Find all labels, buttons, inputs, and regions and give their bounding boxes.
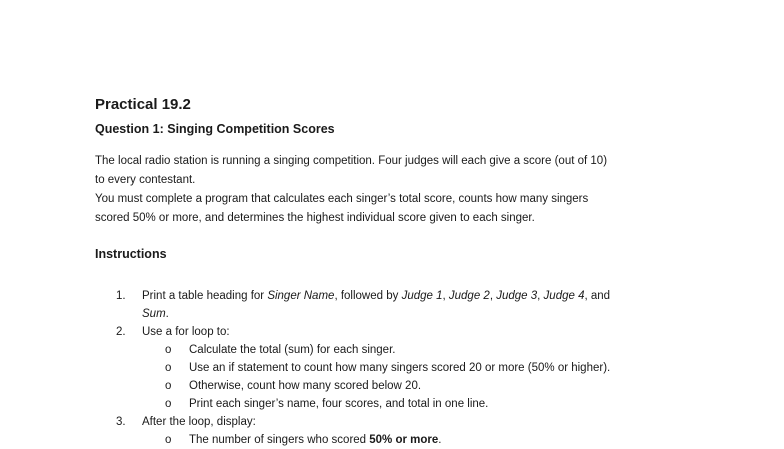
intro-line: to every contestant. xyxy=(95,174,196,186)
list-item xyxy=(0,287,784,305)
list-text: Print a table heading for Singer Name, followed by Judge 1, Judge 2, Judge 3, Judge 4, and xyxy=(142,290,611,302)
list-text: Sum. xyxy=(142,308,169,320)
list-item xyxy=(0,323,784,341)
list-number: 2. xyxy=(116,326,126,338)
list-text: After the loop, display: xyxy=(142,416,256,428)
sub-list-text: The number of singers who scored 50% or more. xyxy=(189,434,442,446)
list-number: 3. xyxy=(116,416,126,428)
bullet-marker: o xyxy=(165,434,172,446)
sub-list-text: Calculate the total (sum) for each singer. xyxy=(189,344,396,356)
sub-list-text: Otherwise, count how many scored below 20. xyxy=(189,380,422,392)
sub-list-text: Print each singer’s name, four scores, and total in one line. xyxy=(189,398,489,410)
list-text: Use a for loop to: xyxy=(142,326,230,338)
sub-list-item xyxy=(0,377,784,395)
question-title: Question 1: Singing Competition Scores xyxy=(95,122,335,136)
intro-line: The local radio station is running a singing competition. Four judges will each give a score (out of 10) xyxy=(95,155,608,167)
intro-line: scored 50% or more, and determines the highest individual score given to each singer. xyxy=(95,212,535,224)
sub-list-item xyxy=(0,359,784,377)
sub-list-item xyxy=(0,395,784,413)
sub-list-text: Use an if statement to count how many singers scored 20 or more (50% or higher). xyxy=(189,362,611,374)
sub-list-item xyxy=(0,341,784,359)
bullet-marker: o xyxy=(165,380,172,392)
intro-paragraph xyxy=(95,152,705,228)
sub-list-item xyxy=(0,431,784,449)
bullet-marker: o xyxy=(165,398,172,410)
intro-line: You must complete a program that calculates each singer’s total score, counts how many singers xyxy=(95,193,589,205)
list-item xyxy=(0,413,784,431)
bullet-marker: o xyxy=(165,362,172,374)
instructions-list xyxy=(0,287,784,449)
list-number: 1. xyxy=(116,290,126,302)
page-title: Practical 19.2 xyxy=(95,96,191,113)
instructions-heading: Instructions xyxy=(95,247,167,261)
list-item-continuation xyxy=(0,305,784,323)
bullet-marker: o xyxy=(165,344,172,356)
